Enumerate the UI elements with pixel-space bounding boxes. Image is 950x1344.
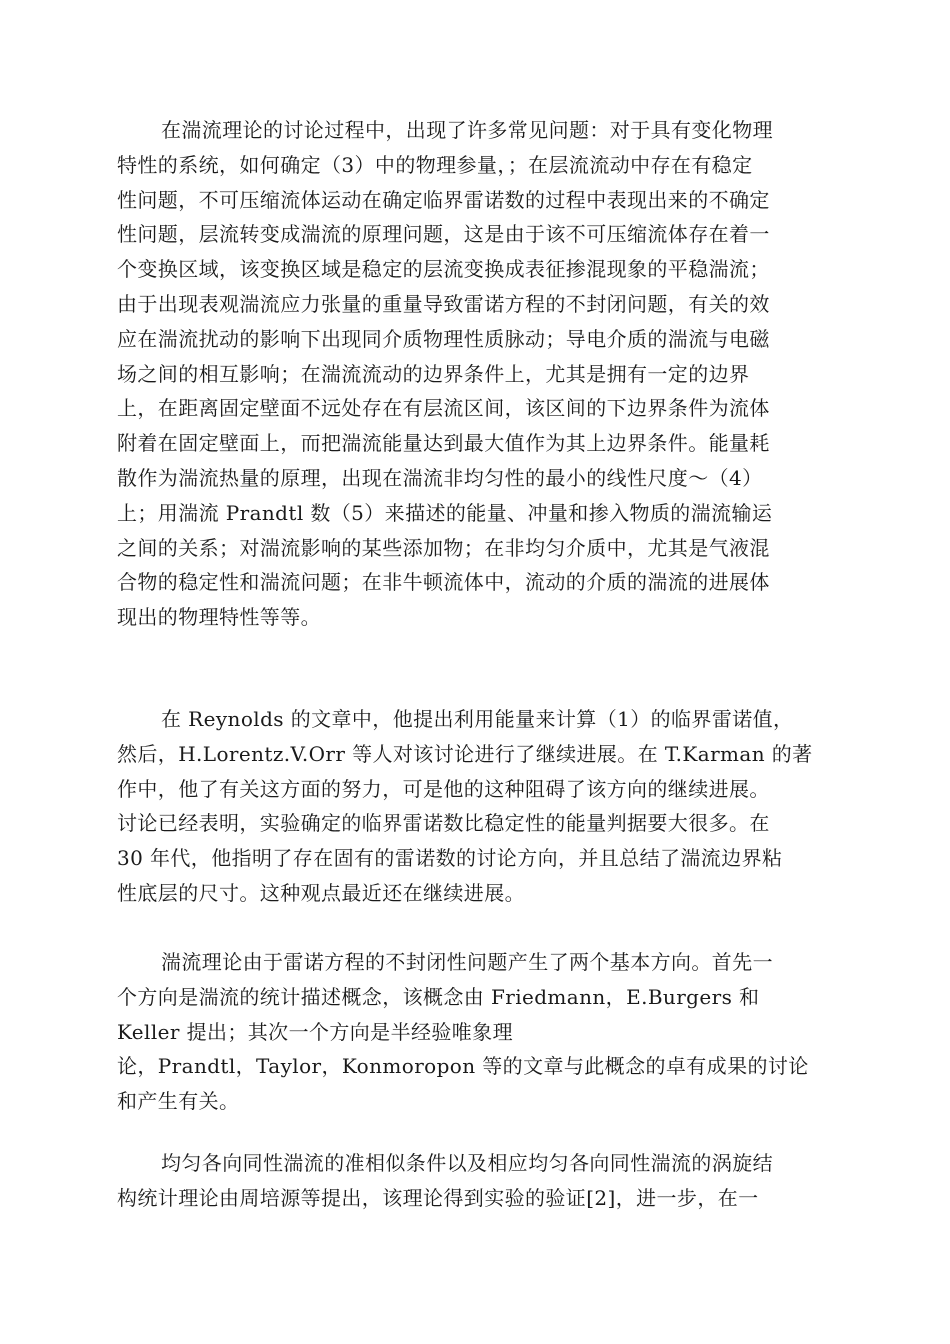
text-line: 作中，他了有关这方面的努力，可是他的这种阻碍了该方向的继续进展。 (117, 776, 770, 801)
text-line: 均匀各向同性湍流的准相似条件以及相应均匀各向同性湍流的涡旋结 (161, 1151, 773, 1175)
text-line: 上，在距离固定壁面不远处存在有层流区间，该区间的下边界条件为流体 (117, 396, 770, 421)
text-line: 场之间的相互影响；在湍流流动的边界条件上，尤其是拥有一定的边界 (117, 361, 750, 386)
text-line: 论，Prandtl，Taylor，Konmoropon 等的文章与此概念的卓有成果的讨论 (117, 1054, 809, 1079)
text-line: Keller 提出；其次一个方向是半经验唯象理 (117, 1019, 513, 1044)
text-line: 在湍流理论的讨论过程中，出现了许多常见问题：对于具有变化物理 (161, 118, 773, 142)
text-line: 应在湍流扰动的影响下出现同介质物理性质脉动；导电介质的湍流与电磁 (117, 326, 770, 351)
text-line: 现出的物理特性等等。 (117, 605, 321, 630)
text-line: 在 Reynolds 的文章中，他提出利用能量来计算（1）的临界雷诺值， (161, 707, 794, 731)
text-line: 之间的关系；对湍流影响的某些添加物；在非均匀介质中，尤其是气液混 (117, 535, 770, 560)
text-line: 个方向是湍流的统计描述概念，该概念由 Friedmann，E.Burgers 和 (117, 984, 760, 1009)
paragraph-turbulence-problems (117, 113, 833, 635)
text-line: 讨论已经表明，实验确定的临界雷诺数比稳定性的能量判据要大很多。在 (117, 811, 770, 836)
text-line: 30 年代，他指明了存在固有的雷诺数的讨论方向，并且总结了湍流边界粘 (117, 846, 783, 871)
text-line: 上；用湍流 Prandtl 数（5）来描述的能量、冲量和掺入物质的湍流输运 (117, 500, 773, 525)
text-line: 构统计理论由周培源等提出，该理论得到实验的验证[2]，进一步，在一 (117, 1185, 759, 1210)
text-line: 和产生有关。 (117, 1089, 240, 1114)
text-line: 然后，H.Lorentz.V.Orr 等人对该讨论进行了继续进展。在 T.Karman 的著 (117, 741, 813, 766)
text-line: 附着在固定壁面上，而把湍流能量达到最大值作为其上边界条件。能量耗 (117, 431, 770, 456)
text-line: 由于出现表观湍流应力张量的重量导致雷诺方程的不封闭问题，有关的效 (117, 291, 770, 316)
text-line: 性问题，不可压缩流体运动在确定临界雷诺数的过程中表现出来的不确定 (117, 187, 770, 212)
text-line: 合物的稳定性和湍流问题；在非牛顿流体中，流动的介质的湍流的进展体 (117, 570, 770, 595)
text-line: 个变换区域，该变换区域是稳定的层流变换成表征掺混现象的平稳湍流； (117, 257, 770, 282)
paragraph-isotropic-turbulence (117, 1146, 833, 1216)
text-line: 湍流理论由于雷诺方程的不封闭性问题产生了两个基本方向。首先一 (161, 950, 773, 974)
paragraph-reynolds-history (117, 702, 833, 911)
text-line: 散作为湍流热量的原理，出现在湍流非均匀性的最小的线性尺度～（4） (117, 465, 763, 490)
text-line: 性底层的尺寸。这种观点最近还在继续进展。 (117, 880, 525, 905)
paragraph-two-directions (117, 945, 833, 1119)
text-line: 性问题，层流转变成湍流的原理问题，这是由于该不可压缩流体存在着一 (117, 222, 770, 247)
text-line: 特性的系统，如何确定（3）中的物理参量，；在层流流动中存在有稳定 (117, 152, 753, 177)
